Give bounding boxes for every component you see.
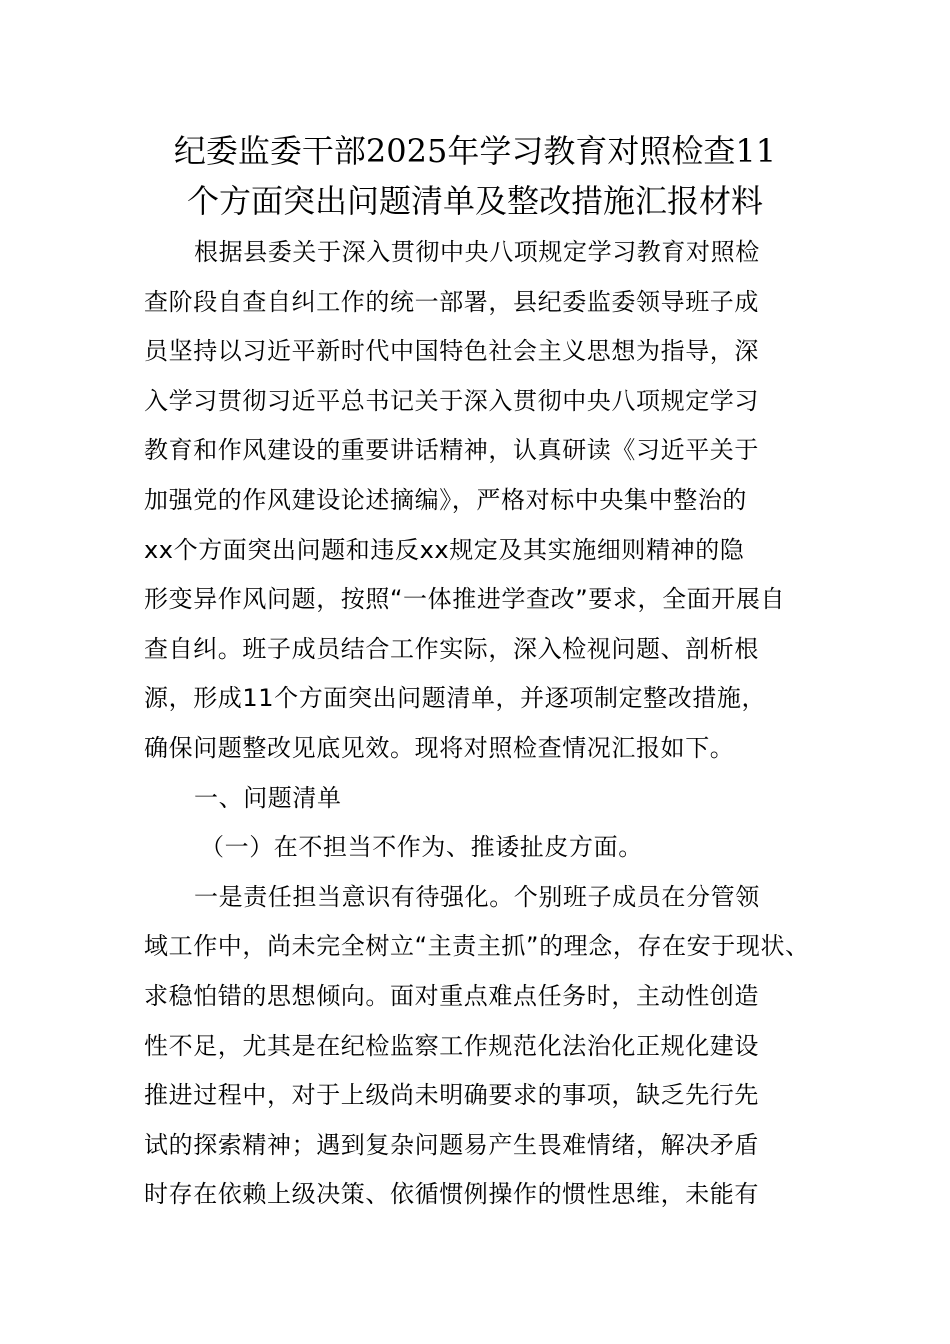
section-heading: 一、问题清单 xyxy=(194,783,342,812)
document-body xyxy=(144,228,809,1220)
paragraph-line: 求稳怕错的思想倾向。面对重点难点任务时，主动性创造 xyxy=(144,981,759,1010)
paragraph-line: xx个方面突出问题和违反xx规定及其实施细则精神的隐 xyxy=(144,535,745,564)
paragraph-line: 查自纠。班子成员结合工作实际，深入检视问题、剖析根 xyxy=(144,634,759,663)
paragraph-line: 试的探索精神；遇到复杂问题易产生畏难情绪，解决矛盾 xyxy=(144,1130,759,1159)
paragraph-line: 源，形成11个方面突出问题清单，并逐项制定整改措施， xyxy=(144,684,767,713)
document-title xyxy=(120,126,830,226)
paragraph-line: 性不足，尤其是在纪检监察工作规范化法治化正规化建设 xyxy=(144,1031,759,1060)
paragraph-line: 教育和作风建设的重要讲话精神，认真研读《习近平关于 xyxy=(144,436,759,465)
paragraph-line: 推进过程中，对于上级尚未明确要求的事项，缺乏先行先 xyxy=(144,1081,759,1110)
paragraph-line: 根据县委关于深入贯彻中央八项规定学习教育对照检 xyxy=(194,238,760,266)
paragraph-line: 域工作中，尚未完全树立“主责主抓”的理念，存在安于现状、 xyxy=(144,932,810,961)
paragraph-line: 确保问题整改见底见效。现将对照检查情况汇报如下。 xyxy=(144,733,735,762)
paragraph-line: 查阶段自查自纠工作的统一部署，县纪委监委领导班子成 xyxy=(144,287,759,316)
title-line: 个方面突出问题清单及整改措施汇报材料 xyxy=(186,182,763,220)
paragraph-line: 形变异作风问题，按照“一体推进学查改”要求，全面开展自 xyxy=(144,585,786,614)
paragraph-line: 一是责任担当意识有待强化。个别班子成员在分管领 xyxy=(194,882,760,911)
point-paragraph xyxy=(144,873,809,1220)
paragraph-line: 入学习贯彻习近平总书记关于深入贯彻中央八项规定学习 xyxy=(144,386,759,415)
paragraph-line: 加强党的作风建设论述摘编》，严格对标中央集中整治的 xyxy=(144,485,747,514)
intro-paragraph xyxy=(144,228,809,774)
paragraph-line: 时存在依赖上级决策、依循惯例操作的惯性思维，未能有 xyxy=(144,1180,759,1209)
title-line: 纪委监委干部2025年学习教育对照检查11 xyxy=(173,132,777,170)
subsection-heading: （一）在不担当不作为、推诿扯皮方面。 xyxy=(200,833,643,862)
paragraph-line: 员坚持以习近平新时代中国特色社会主义思想为指导，深 xyxy=(144,337,759,366)
